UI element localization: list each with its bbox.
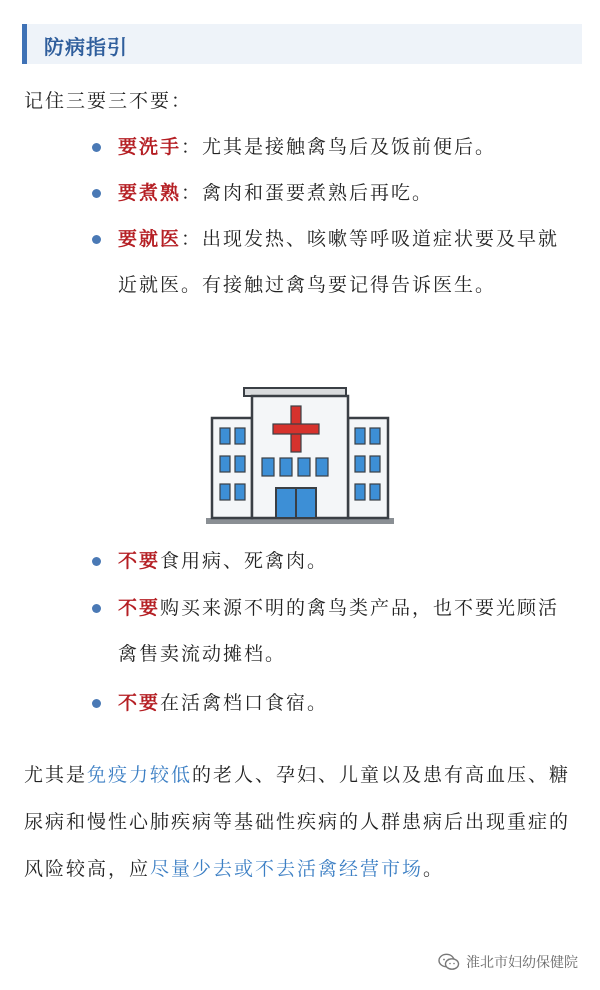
tip-text: 禽肉和蛋要煮熟后再吃。 bbox=[202, 182, 434, 204]
highlight-text: 尽量少去或不去活禽经营市场 bbox=[150, 858, 424, 880]
risk-paragraph: 尤其是免疫力较低的老人、孕妇、儿童以及患有高血压、糖尿病和慢性心肺疾病等基础性疾病的人群患病后出现重症的风险较高，应尽量少去或不去活禽经营市场。 bbox=[24, 764, 571, 880]
list-item: 要煮熟：禽肉和蛋要煮熟后再吃。 bbox=[92, 170, 572, 216]
hospital-icon bbox=[200, 380, 400, 530]
bullet-dot bbox=[92, 235, 101, 244]
list-item: 要就医：出现发热、咳嗽等呼吸道症状要及早就近就医。有接触过禽鸟要记得告诉医生。 bbox=[92, 216, 572, 308]
tip-text: 出现发热、咳嗽等呼吸道症状要及早就近就医。有接触过禽鸟要记得告诉医生。 bbox=[118, 228, 560, 296]
tip-text: 食用病、死禽肉。 bbox=[160, 550, 329, 572]
list-item: 要洗手：尤其是接触禽鸟后及饭前便后。 bbox=[92, 124, 572, 170]
list-item bbox=[92, 585, 572, 677]
list-item bbox=[92, 680, 572, 726]
tip-text: 尤其是接触禽鸟后及饭前便后。 bbox=[202, 136, 497, 158]
intro-text: 记住三要三不要： bbox=[24, 90, 193, 112]
section-title: 防病指引 bbox=[44, 35, 128, 59]
source-watermark bbox=[438, 952, 578, 972]
tip-keyword: 不要 bbox=[118, 692, 161, 714]
bullet-dot bbox=[92, 143, 101, 152]
tip-text: 在活禽档口食宿。 bbox=[160, 692, 329, 714]
tip-keyword: 要煮熟 bbox=[118, 182, 182, 204]
bullet-dot bbox=[92, 699, 101, 708]
section-header bbox=[22, 24, 582, 64]
wechat-icon bbox=[438, 953, 460, 971]
list-item bbox=[92, 538, 572, 584]
tip-keyword: 不要 bbox=[118, 597, 161, 619]
bullet-dot bbox=[92, 189, 101, 198]
bullet-dot bbox=[92, 557, 101, 566]
tip-keyword: 要就医 bbox=[118, 228, 182, 250]
highlight-text: 免疫力较低 bbox=[87, 764, 193, 786]
tip-keyword: 要洗手 bbox=[118, 136, 182, 158]
watermark-text: 淮北市妇幼保健院 bbox=[466, 955, 578, 971]
tip-text: 购买来源不明的禽鸟类产品，也不要光顾活禽售卖流动摊档。 bbox=[118, 597, 560, 665]
tip-keyword: 不要 bbox=[118, 550, 161, 572]
bullet-dot bbox=[92, 604, 101, 613]
header-accent-bar bbox=[22, 24, 27, 64]
